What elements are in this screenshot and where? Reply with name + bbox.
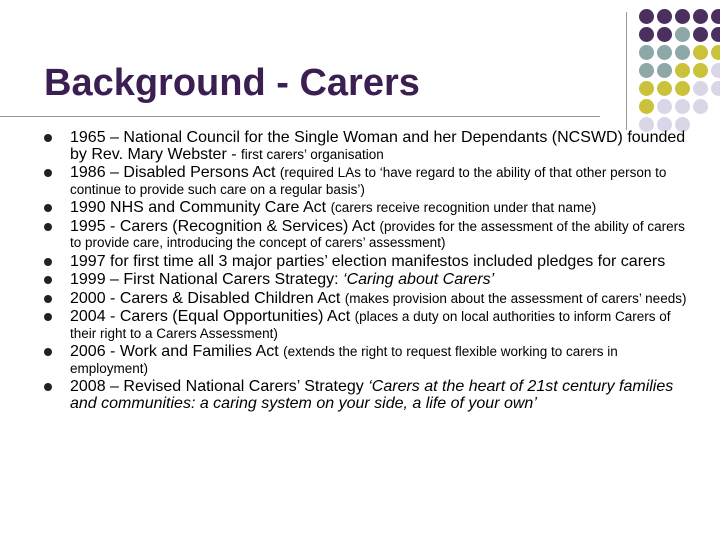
bullet-icon: [44, 258, 52, 266]
decorative-dot: [639, 81, 654, 96]
bullet-list: [44, 130, 696, 412]
decorative-dot: [711, 9, 720, 24]
decorative-dot: [693, 27, 708, 42]
list-item: [44, 291, 696, 308]
item-main: 2008 – Revised National Carers’ Strategy: [70, 378, 369, 395]
decorative-dot: [639, 63, 654, 78]
list-item: [44, 309, 696, 342]
item-main: 1997 for first time all 3 major parties’ election manifestos included pledges for carers: [70, 252, 666, 270]
decorative-dot: [657, 45, 672, 60]
slide-title: Background - Carers: [44, 62, 420, 104]
decorative-dot: [675, 45, 690, 60]
decorative-dot: [675, 27, 690, 42]
item-note: (provides for the assessment of the ability of carers to provide care, introducing the concept of carers’ assessment): [70, 218, 685, 250]
item-note: (makes provision about the assessment of carers’ needs): [344, 290, 687, 306]
item-main: 2006 - Work and Families Act: [70, 343, 284, 360]
list-item: [44, 219, 696, 252]
item-italic: ‘Caring about Carers’: [343, 271, 495, 288]
decorative-dot: [675, 9, 690, 24]
decorative-dot: [693, 9, 708, 24]
decorative-dot: [693, 99, 708, 114]
decorative-dot: [711, 27, 720, 42]
decorative-dot: [693, 45, 708, 60]
list-item: [44, 254, 696, 271]
decorative-dot: [675, 99, 690, 114]
decorative-dot: [657, 63, 672, 78]
list-item: [44, 200, 696, 217]
decorative-dot: [711, 63, 720, 78]
bullet-icon: [44, 134, 52, 142]
bullet-icon: [44, 204, 52, 212]
decorative-dot: [675, 63, 690, 78]
bullet-icon: [44, 223, 52, 231]
bullet-icon: [44, 383, 52, 391]
item-main: 1965 – National Council for the Single Woman and her Dependants (NCSWD) founded by Rev. Mary Webster -: [70, 129, 686, 163]
list-item: [44, 379, 696, 412]
item-note: (required LAs to ‘have regard to the ability of that other person to continue to provide such care on a regular basis’): [70, 165, 667, 197]
item-main: 2004 - Carers (Equal Opportunities) Act: [70, 308, 355, 325]
item-main: 1995 - Carers (Recognition & Services) Act: [70, 217, 380, 235]
decorative-dot: [657, 81, 672, 96]
item-main: 1990 NHS and Community Care Act: [70, 199, 331, 216]
list-item: [44, 272, 696, 289]
decorative-dot-grid: [639, 9, 720, 133]
item-note: first carers’ organisation: [241, 146, 384, 162]
item-note: (carers receive recognition under that name): [330, 200, 597, 215]
decorative-dot: [639, 45, 654, 60]
list-item: [44, 165, 696, 198]
decorative-dot: [693, 63, 708, 78]
item-italic: ‘Carers at the heart of 21st century families and communities: a caring system on your side, a life of your own’: [70, 378, 674, 412]
vertical-divider: [626, 12, 627, 130]
decorative-dot: [675, 81, 690, 96]
bullet-icon: [44, 295, 52, 303]
title-divider: [0, 116, 600, 117]
decorative-dot: [657, 27, 672, 42]
decorative-dot: [639, 9, 654, 24]
item-main: 1999 – First National Carers Strategy:: [70, 271, 344, 288]
bullet-icon: [44, 169, 52, 177]
bullet-icon: [44, 348, 52, 356]
decorative-dot: [657, 9, 672, 24]
decorative-dot: [639, 27, 654, 42]
bullet-icon: [44, 313, 52, 321]
item-note: (extends the right to request flexible working to carers in employment): [70, 344, 618, 376]
item-main: 2000 - Carers & Disabled Children Act: [70, 289, 345, 307]
decorative-dot: [711, 45, 720, 60]
list-item: [44, 130, 696, 163]
decorative-dot: [657, 99, 672, 114]
decorative-dot: [711, 81, 720, 96]
decorative-dot: [693, 81, 708, 96]
item-main: 1986 – Disabled Persons Act: [70, 164, 280, 181]
decorative-dot: [639, 99, 654, 114]
list-item: [44, 344, 696, 377]
item-note: (places a duty on local authorities to inform Carers of their right to a Carers Assessment): [70, 309, 671, 341]
bullet-icon: [44, 276, 52, 284]
